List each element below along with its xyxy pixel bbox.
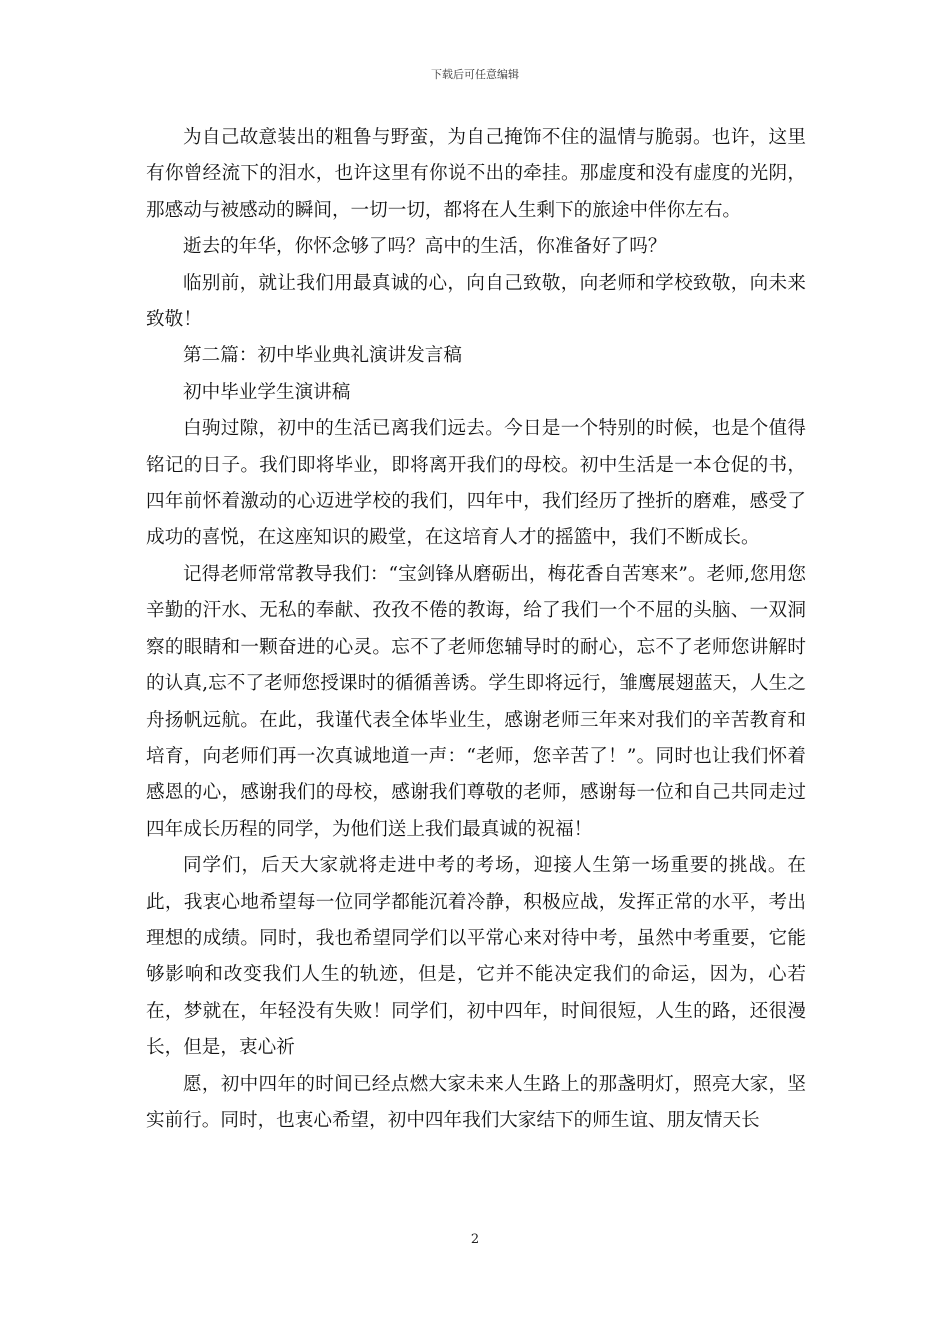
paragraph: 为自己故意装出的粗鲁与野蛮，为自己掩饰不住的温情与脆弱。也许，这里有你曾经流下的泪水，也许这里有你说不出的牵挂。那虚度和没有虚度的光阴，那感动与被感动的瞬间，一切一切，都将在人生剩下的旅途中伴你左右。 — [146, 127, 806, 221]
paragraph: 愿，初中四年的时间已经点燃大家未来人生路上的那盏明灯，照亮大家，坚实前行。同时，也衷心希望，初中四年我们大家结下的师生谊、朋友情天长 — [146, 1073, 806, 1131]
document-body — [146, 120, 806, 1139]
paragraph: 临别前，就让我们用最真诚的心，向自己致敬，向老师和学校致敬，向未来致敬！ — [146, 272, 806, 331]
paragraph: 白驹过隙，初中的生活已离我们远去。今日是一个特别的时候，也是个值得铭记的日子。我们即将毕业，即将离开我们的母校。初中生活是一本仓促的书，四年前怀着激动的心迈进学校的我们，四年中，我们经历了挫折的磨难，感受了成功的喜悦，在这座知识的殿堂，在这培育人才的摇篮中，我们不断成长。 — [146, 418, 806, 549]
paragraph: 逝去的年华，你怀念够了吗？高中的生活，你准备好了吗？ — [183, 236, 667, 258]
section-heading: 第二篇：初中毕业典礼演讲发言稿 — [183, 345, 462, 367]
paragraph: 记得老师常常教导我们：“宝剑锋从磨砺出，梅花香自苦寒来”。老师,您用您辛勤的汗水、无私的奉献、孜孜不倦的教诲，给了我们一个不屈的头脑、一双洞察的眼睛和一颗奋进的心灵。忘不了老师您辅导时的耐心，忘不了老师您讲解时的认真,忘不了老师您授课时的循循善诱。学生即将远行，雏鹰展翅蓝天，人生之舟扬帆远航。在此，我谨代表全体毕业生，感谢老师三年来对我们的辛苦教育和培育，向老师们再一次真诚地道一声：“老师，您辛苦了！”。同时也让我们怀着感恩的心，感谢我们的母校，感谢我们尊敬的老师，感谢每一位和自己共同走过四年成长历程的同学，为他们送上我们最真诚的祝福！ — [146, 563, 806, 840]
page-number: 2 — [470, 1232, 480, 1247]
paragraph: 同学们，后天大家就将走进中考的考场，迎接人生第一场重要的挑战。在此，我衷心地希望每一位同学都能沉着冷静，积极应战，发挥正常的水平，考出理想的成绩。同时，我也希望同学们以平常心来对待中考，虽然中考重要，它能够影响和改变我们人生的轨迹，但是，它并不能决定我们的命运，因为，心若在，梦就在，年轻没有失败！同学们，初中四年，时间很短，人生的路，还很漫长，但是，衷心祈 — [146, 855, 806, 1059]
page-header: 下载后可任意编辑 — [431, 68, 519, 81]
speech-title: 初中毕业学生演讲稿 — [183, 381, 351, 403]
